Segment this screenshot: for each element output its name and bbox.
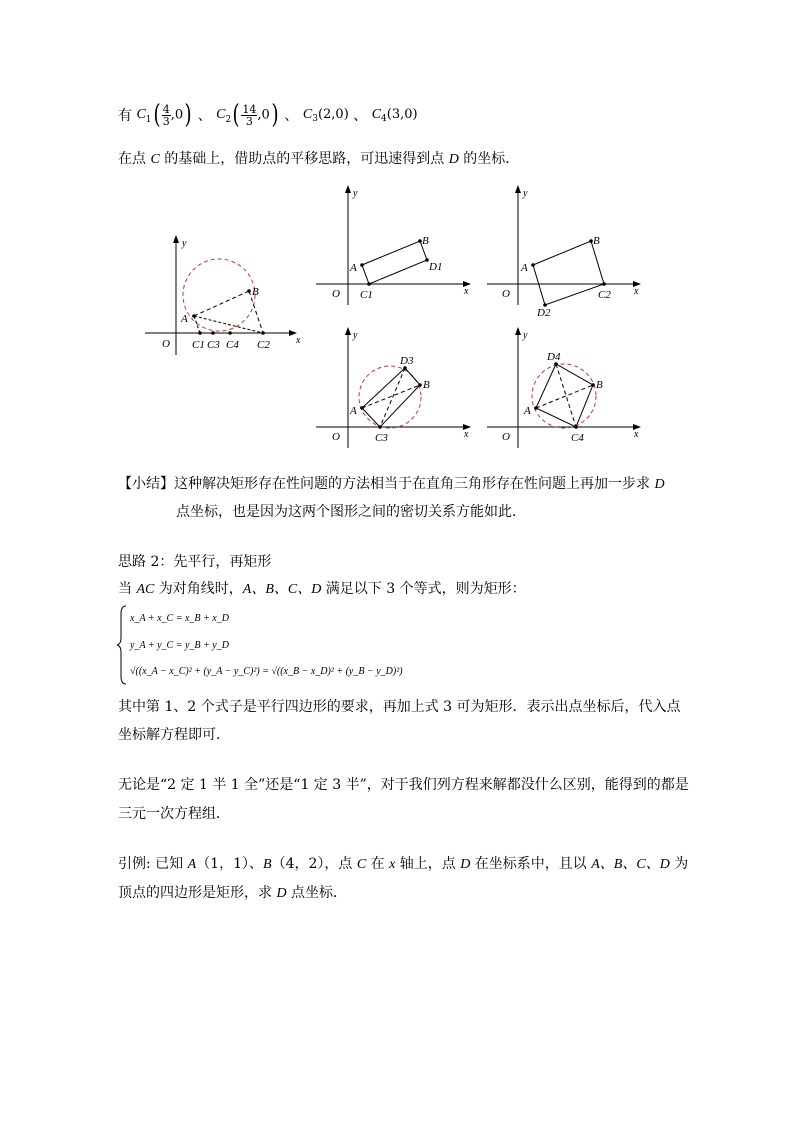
fig2-origin: O [332, 288, 340, 300]
fig5-x-label: x [634, 429, 639, 440]
figure-3 [487, 186, 640, 319]
fig5-label-d4: D4 [547, 351, 561, 363]
para1-line-2: 坐标解方程即可． [118, 727, 230, 743]
fig1-label-a: A [181, 313, 188, 325]
fig3-label-b: B [593, 235, 600, 247]
fig4-label-a: A [350, 405, 357, 417]
equation-3: √((x_A − x_C)² + (y_A − y_C)²) = √((x_B − x_D)² + (y_B − y_D)²) [130, 666, 403, 677]
summary-tag: 【小结】 [118, 476, 174, 492]
fig1-label-c1: C1 [192, 339, 205, 351]
fig2-label-c1: C1 [360, 289, 373, 301]
equation-2: y_A + y_C = y_B + y_D [130, 640, 229, 651]
equation-system [116, 604, 436, 686]
fig1-origin: O [162, 338, 170, 350]
fig5-rectangle [536, 364, 593, 427]
fig4-origin: O [332, 431, 340, 443]
equation-1: x_A + x_C = x_B + x_D [130, 613, 229, 624]
fig4-y-label: y [353, 330, 358, 341]
fig3-rectangle [533, 241, 604, 305]
idea2-condition: 当 AC 为对角线时，A、B、C、D 满足以下 3 个等式，则为矩形： [118, 581, 526, 597]
fig2-label-b: B [422, 235, 429, 247]
fig5-label-a: A [524, 405, 531, 417]
fig4-label-c3: C3 [375, 432, 388, 444]
idea2-title: 思路 2：先平行，再矩形 [118, 554, 272, 570]
figure-5 [487, 328, 640, 448]
fig2-y-label: y [353, 188, 358, 199]
fig1-label-c2: C2 [257, 339, 270, 351]
para2-line-2: 三元一次方程组． [118, 806, 230, 822]
fig2-rectangle [362, 241, 427, 284]
summary-line-1: 【小结】这种解决矩形存在性问题的方法相当于在直角三角形存在性问题上再加一步求 D [118, 476, 665, 492]
fig1-ab-line [194, 291, 249, 316]
fig3-y-label: y [523, 188, 528, 199]
fig5-y-label: y [523, 330, 528, 341]
c-points-line: 有 $C_1$( $\frac{4}{3}$ ,0) 、 $C_2$( $\frac{14}{3}$ ,0) 、 $C_3(2,0)$ 、 $C_4(3,0)$ [118, 100, 418, 130]
fig5-label-b: B [596, 379, 603, 391]
para1-line-1: 其中第 1、2 个式子是平行四边形的要求，再加上式 3 可为矩形．表示出点坐标后，代入点 [118, 699, 681, 715]
fig3-label-d2: D2 [537, 307, 551, 319]
point-c4: $C_4(3,0)$ [371, 107, 418, 124]
fig1-circle [183, 259, 255, 331]
fig4-rectangle [362, 368, 420, 427]
figure-2 [316, 186, 470, 305]
equation-brace [116, 604, 128, 686]
summary-line-2: 点坐标，也是因为这两个图形之间的密切关系方能如此． [176, 504, 526, 520]
example-line-1: 引例: 已知 A（1，1）、B（4，2），点 C 在 x 轴上，点 D 在坐标系中，且以 A、B、C、D 为 [118, 856, 689, 872]
fig1-label-c4: C4 [226, 339, 239, 351]
fig3-label-c2: C2 [598, 289, 611, 301]
para2-line-1: 无论是“2 定 1 半 1 全”还是“1 定 3 半”，对于我们列方程来解都没什么区别，能得到的都是 [118, 777, 689, 793]
fig1-x-label: x [296, 335, 301, 346]
figure-4 [316, 328, 470, 448]
fig2-label-a: A [350, 262, 357, 274]
fig1-label-c3: C3 [207, 339, 220, 351]
fig5-label-c4: C4 [571, 432, 584, 444]
point-c3: $C_3(2,0)$ [302, 107, 349, 124]
fig3-x-label: x [634, 286, 639, 297]
point-c1: $C_1$( $\frac{4}{3}$ ,0) [136, 100, 192, 130]
figure-1 [145, 236, 301, 355]
fig5-origin: O [502, 431, 510, 443]
fig2-x-label: x [464, 286, 469, 297]
point-c2: $C_2$( $\frac{14}{3}$ ,0) [216, 100, 279, 130]
fig4-label-b: B [423, 379, 430, 391]
fig1-y-label: y [182, 238, 187, 249]
example-line-2: 顶点的四边形是矩形，求 D 点坐标． [118, 885, 348, 901]
fig1-label-b: B [252, 286, 259, 298]
fig4-label-d3: D3 [400, 355, 414, 367]
translation-line: 在点 C 的基础上，借助点的平移思路，可迅速得到点 D 的坐标． [118, 151, 520, 167]
fig2-label-d1: D1 [429, 261, 443, 273]
figures-svg [0, 0, 794, 470]
fig4-x-label: x [464, 429, 469, 440]
fig3-origin: O [502, 288, 510, 300]
fig3-label-a: A [521, 262, 528, 274]
